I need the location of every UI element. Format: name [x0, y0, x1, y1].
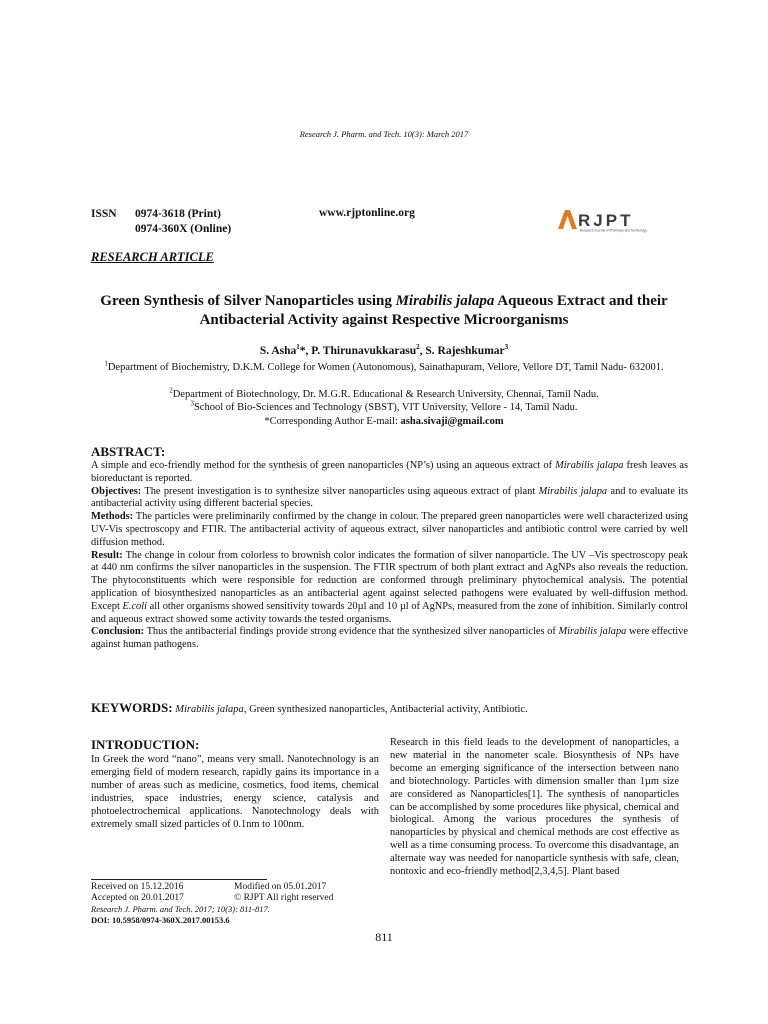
logo-text: RJPT	[578, 211, 634, 230]
title-species: Mirabilis jalapa	[395, 293, 495, 309]
introduction-right-text: Research in this field leads to the development of nanoparticles, a new material in the nanometer scale. Biosynthesis of NPs have become an emerging significance of the intersection between nano and biotechnology. Particles with dimension smaller than 1µm size are considered as Nanoparticles[1]. The synthesis of nanoparticles can be accomplished by some procedures like physical, chemical and biological. Among the various procedures the synthesis of nanoparticles by physical and chemical methods are cost effective as well as a time consuming process. To overcome this disadvantage, an alternate way was needed for nanoparticle synthesis with safe, clean, nontoxic and eco-friendly method[2,3,4,5]. Plant based	[390, 737, 679, 878]
abstract-result: Result: The change in colour from colorless to brownish color indicates the formation of silver nanoparticle. The UV –Vis spectroscopy peak at 440 nm confirms the silver nanoparticles in the suspension. The FTIR spectrum of both plant extract and AgNPs also reveals the reduction. The phytoconstituents which were responsible for reduction are conformed through preliminary phytochemical analysis. The potential application of biosynthesized nanoparticles as an antibacterial agent against selected pathogens were evaluated by well-diffusion method. Except E.coli all other organisms showed sensitivity towards 20µl and 10 µl of AgNPs, measured from the zone of inhibition. Similarly control and aqueous extract showed some activity towards the tested organisms.	[91, 549, 688, 625]
issn-online: 0974-360X (Online)	[135, 223, 232, 235]
citation: Research J. Pharm. and Tech. 2017; 10(3): 811-817.	[91, 904, 270, 914]
affiliation-3: $^3$School of Bio-Sciences and Technology (SBST), VIT University, Vellore - 14, Tamil Nadu.	[190, 399, 578, 413]
abstract-methods: Methods: The particles were preliminarily confirmed by the change in colour. The prepared green nanoparticles were well characterized using UV-Vis spectroscopy and FTIR. The antibacterial activity of aqueous extract, silver nanoparticles and antibiotic control were carried by well diffusion method.	[91, 511, 688, 548]
introduction-left-column	[91, 737, 379, 831]
journal-website[interactable]: www.rjptonline.org	[319, 207, 415, 219]
abstract-body	[91, 460, 688, 652]
author-email[interactable]: asha.sivaji@gmail.com	[400, 416, 504, 427]
journal-running-header: Research J. Pharm. and Tech. 10(3): March 2017	[299, 129, 469, 139]
publication-dates-footnote	[91, 882, 379, 926]
copyright: © RJPT All right reserved	[234, 893, 334, 903]
modified-date: Modified on 05.01.2017	[234, 882, 327, 892]
author-list: S. Asha$^1$*, P. Thirunavukkarasu$^2$, S. Rajeshkumar$^3$	[259, 343, 509, 357]
affiliation-2: $^2$Department of Biotechnology, Dr. M.G.R. Educational & Research University, Chennai, Tamil Nadu.	[169, 386, 599, 400]
abstract-heading: ABSTRACT:	[91, 444, 166, 459]
introduction-heading: INTRODUCTION:	[91, 737, 200, 752]
article-title: Green Synthesis of Silver Nanoparticles using Mirabilis jalapa Aqueous Extract and their Antibacterial Activity against Respective Microorganisms	[100, 293, 668, 328]
rjpt-logo	[556, 207, 670, 233]
accepted-date: Accepted on 20.01.2017	[91, 893, 184, 903]
affiliation-1: $^1$Department of Biochemistry, D.K.M. College for Women (Autonomous), Sainathapuram, Vellore, Vellore DT, Tamil Nadu- 632001.	[104, 359, 664, 373]
footnote-divider	[91, 879, 267, 880]
corresponding-author: *Corresponding Author E-mail: asha.sivaji@gmail.com	[264, 416, 504, 427]
received-date: Received on 15.12.2016	[91, 882, 184, 892]
logo-tagline: Research Journal of Pharmacy and Technology	[580, 228, 647, 233]
abstract-intro: A simple and eco-friendly method for the synthesis of green nanoparticles (NP’s) using an aqueous extract of Mirabilis jalapa fresh leaves as bioreductant is reported.	[91, 460, 688, 484]
keywords: KEYWORDS: Mirabilis jalapa, Green synthesized nanoparticles, Antibacterial activity, Antibiotic.	[91, 700, 528, 715]
issn-print: 0974-3618 (Print)	[135, 208, 221, 220]
keywords-heading: KEYWORDS:	[91, 700, 173, 715]
issn-label: ISSN	[91, 208, 117, 220]
article-type: RESEARCH ARTICLE	[91, 250, 214, 264]
issn-block	[91, 207, 231, 237]
introduction-right-column	[390, 737, 679, 879]
abstract-objectives: Objectives: The present investigation is to synthesize silver nanoparticles using aqueous extract of plant Mirabilis jalapa and to evaluate its antibacterial activity using different bacterial species.	[91, 485, 688, 510]
doi[interactable]: DOI: 10.5958/0974-360X.2017.00153.6	[91, 915, 230, 925]
abstract-conclusion: Conclusion: Thus the antibacterial findings provide strong evidence that the synthesized silver nanoparticles of Mirabilis jalapa were effective against human pathogens.	[91, 626, 688, 651]
page-number: 811	[375, 930, 393, 944]
introduction-left-text: In Greek the word “nano”, means very small. Nanotechnology is an emerging field of modern research, rapidly gains its importance in a number of areas such as medicine, cosmetics, food items, chemical industries, space industries, energy science, catalysis and photoelectrochemical applications. Nanotechnology deals with extremely small sized particles of 0.1nm to 100nm.	[91, 754, 379, 830]
